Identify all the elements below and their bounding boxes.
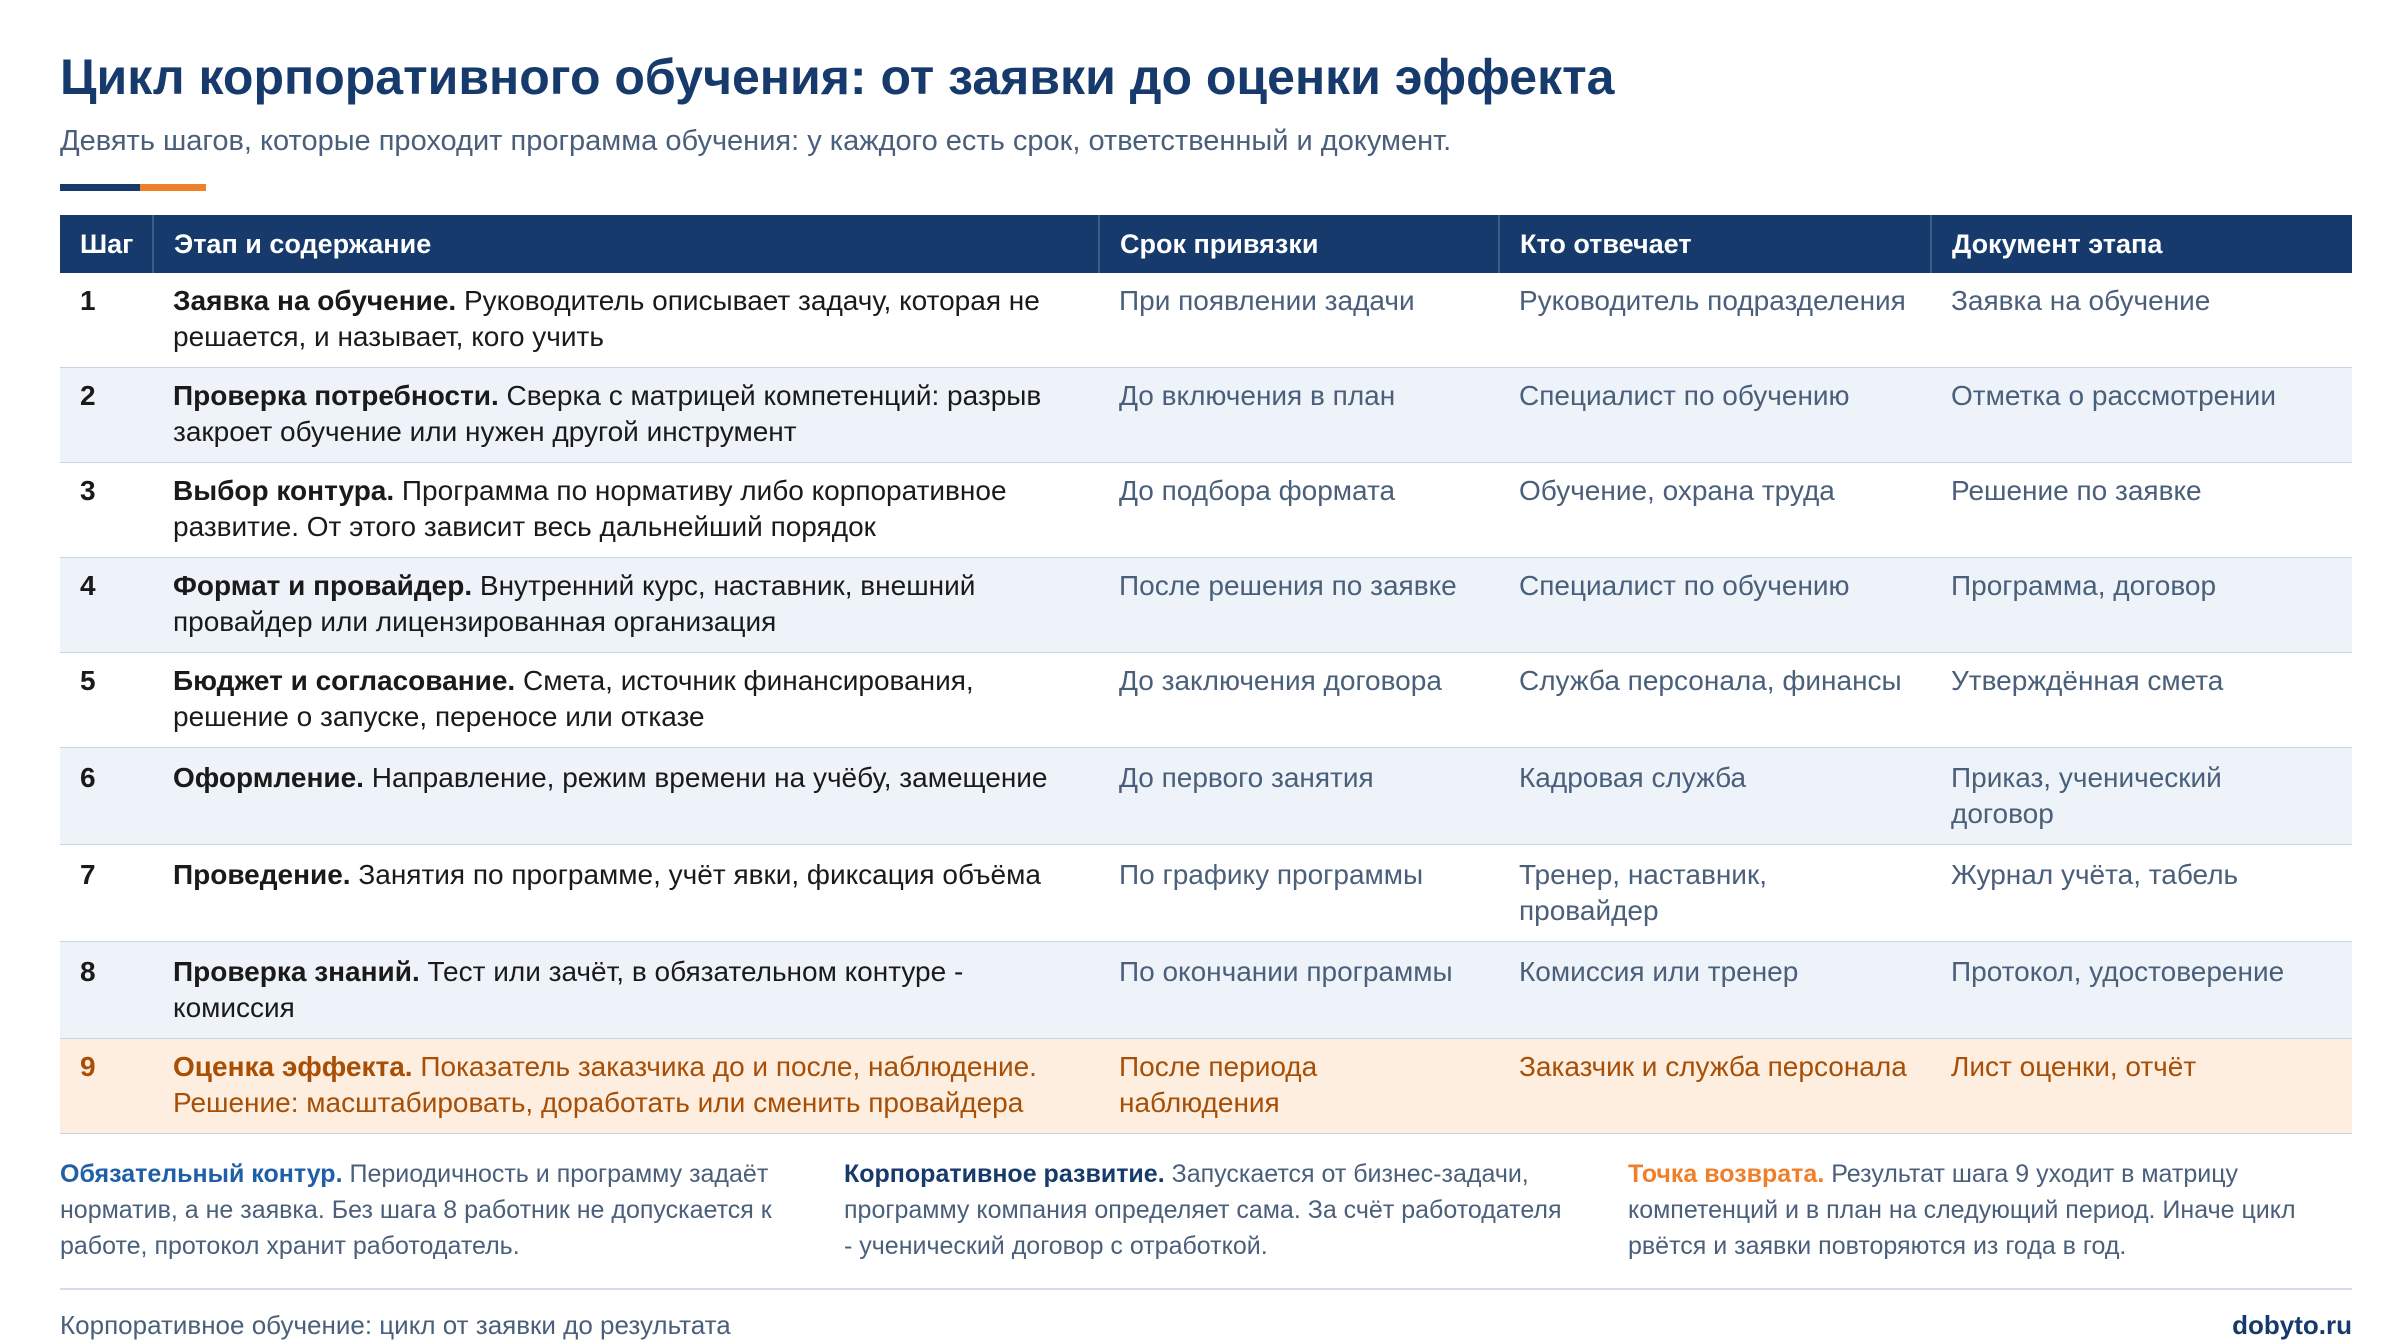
document-cell: Отметка о рассмотрении [1931,368,2352,463]
stage-description: Занятия по программе, учёт явки, фиксация объёма [350,859,1041,890]
deadline-cell: При появлении задачи [1099,273,1499,368]
column-header-stage: Этап и содержание [153,215,1099,273]
stage-description: Программа по нормативу либо корпоративное развитие. От этого зависит весь дальнейший порядок [173,475,1007,542]
accent-bar-blue [60,184,140,191]
owner-cell: Обучение, охрана труда [1499,463,1931,558]
stage-cell [153,748,1099,845]
deadline-cell: До первого занятия [1099,748,1499,845]
footer [60,1310,2352,1341]
document-cell: Приказ, ученический договор [1931,748,2352,845]
column-header-step: Шаг [60,215,153,273]
column-header-deadline: Срок привязки [1099,215,1499,273]
step-number: 1 [60,273,153,368]
table-row [60,845,2352,942]
stage-name: Проведение. [173,859,351,890]
footer-site-link[interactable]: dobyto.ru [2232,1310,2352,1340]
owner-cell: Специалист по обучению [1499,368,1931,463]
stage-cell [153,653,1099,748]
owner-cell: Руководитель подразделения [1499,273,1931,368]
steps-table [60,215,2352,1134]
deadline-cell: По графику программы [1099,845,1499,942]
step-number: 3 [60,463,153,558]
note-lead: Обязательный контур. [60,1160,343,1188]
stage-description: Направление, режим времени на учёбу, замещение [363,762,1048,793]
document-cell: Решение по заявке [1931,463,2352,558]
deadline-cell: По окончании программы [1099,942,1499,1039]
accent-bar-orange [140,184,206,191]
stage-cell [153,273,1099,368]
step-number: 9 [60,1039,153,1134]
deadline-cell: После периода наблюдения [1099,1039,1499,1134]
deadline-cell: До подбора формата [1099,463,1499,558]
stage-name: Формат и провайдер. [173,570,473,601]
owner-cell: Тренер, наставник, провайдер [1499,845,1931,942]
stage-name: Выбор контура. [173,475,395,506]
table-row [60,558,2352,653]
note-lead: Точка возврата. [1628,1160,1825,1188]
stage-description: Сверка с матрицей компетенций: разрыв закроет обучение или нужен другой инструмент [173,380,1042,447]
table-header-row [60,215,2352,273]
owner-cell: Комиссия или тренер [1499,942,1931,1039]
table-row-highlighted [60,1039,2352,1134]
table-row [60,942,2352,1039]
page-subtitle: Девять шагов, которые проходит программа обучения: у каждого есть срок, ответственный и документ. [60,125,1452,157]
step-number: 2 [60,368,153,463]
note-text: Периодичность и программу задаёт норматив, а не заявка. Без шага 8 работник не допускается к работе, протокол хранит работодатель. [60,1160,772,1260]
column-header-owner: Кто отвечает [1499,215,1931,273]
note-corporate-development [844,1156,1568,1264]
owner-cell: Кадровая служба [1499,748,1931,845]
document-cell: Заявка на обучение [1931,273,2352,368]
note-mandatory [60,1156,784,1264]
stage-description: Показатель заказчика до и после, наблюдение. Решение: масштабировать, доработать или сменить провайдера [173,1051,1037,1118]
footer-divider [60,1288,2352,1290]
stage-cell [153,845,1099,942]
step-number: 6 [60,748,153,845]
document-cell: Протокол, удостоверение [1931,942,2352,1039]
column-header-document: Документ этапа [1931,215,2352,273]
stage-name: Оформление. [173,762,364,793]
table-row [60,748,2352,845]
stage-cell [153,942,1099,1039]
table-row [60,463,2352,558]
note-lead: Корпоративное развитие. [844,1160,1165,1188]
document-cell: Лист оценки, отчёт [1931,1039,2352,1134]
document-cell: Программа, договор [1931,558,2352,653]
accent-divider [60,184,206,191]
deadline-cell: После решения по заявке [1099,558,1499,653]
owner-cell: Заказчик и служба персонала [1499,1039,1931,1134]
note-text: Запускается от бизнес-задачи, программу компания определяет сама. За счёт работодателя - ученический договор с отработкой. [844,1160,1562,1260]
note-text: Результат шага 9 уходит в матрицу компетенций и в план на следующий период. Иначе цикл рвётся и заявки повторяются из года в год. [1628,1160,2296,1260]
stage-name: Оценка эффекта. [173,1051,413,1082]
note-return-point [1628,1156,2352,1264]
stage-description: Внутренний курс, наставник, внешний провайдер или лицензированная организация [173,570,976,637]
notes-section [60,1156,2352,1264]
stage-description: Тест или зачёт, в обязательном контуре - комиссия [173,956,964,1023]
table-row [60,273,2352,368]
stage-cell [153,463,1099,558]
step-number: 7 [60,845,153,942]
step-number: 4 [60,558,153,653]
page-title: Цикл корпоративного обучения: от заявки до оценки эффекта [60,49,1615,105]
stage-name: Заявка на обучение. [173,285,457,316]
table-row [60,653,2352,748]
table-row [60,368,2352,463]
document-cell: Утверждённая смета [1931,653,2352,748]
stage-cell [153,1039,1099,1134]
deadline-cell: До включения в план [1099,368,1499,463]
stage-cell [153,558,1099,653]
stage-description: Смета, источник финансирования, решение о запуске, переносе или отказе [173,665,974,732]
owner-cell: Специалист по обучению [1499,558,1931,653]
stage-name: Проверка потребности. [173,380,499,411]
stage-cell [153,368,1099,463]
document-cell: Журнал учёта, табель [1931,845,2352,942]
stage-name: Проверка знаний. [173,956,420,987]
stage-name: Бюджет и согласование. [173,665,516,696]
step-number: 8 [60,942,153,1039]
step-number: 5 [60,653,153,748]
stage-description: Руководитель описывает задачу, которая не решается, и называет, кого учить [173,285,1040,352]
owner-cell: Служба персонала, финансы [1499,653,1931,748]
footer-caption: Корпоративное обучение: цикл от заявки до результата [60,1310,731,1340]
deadline-cell: До заключения договора [1099,653,1499,748]
